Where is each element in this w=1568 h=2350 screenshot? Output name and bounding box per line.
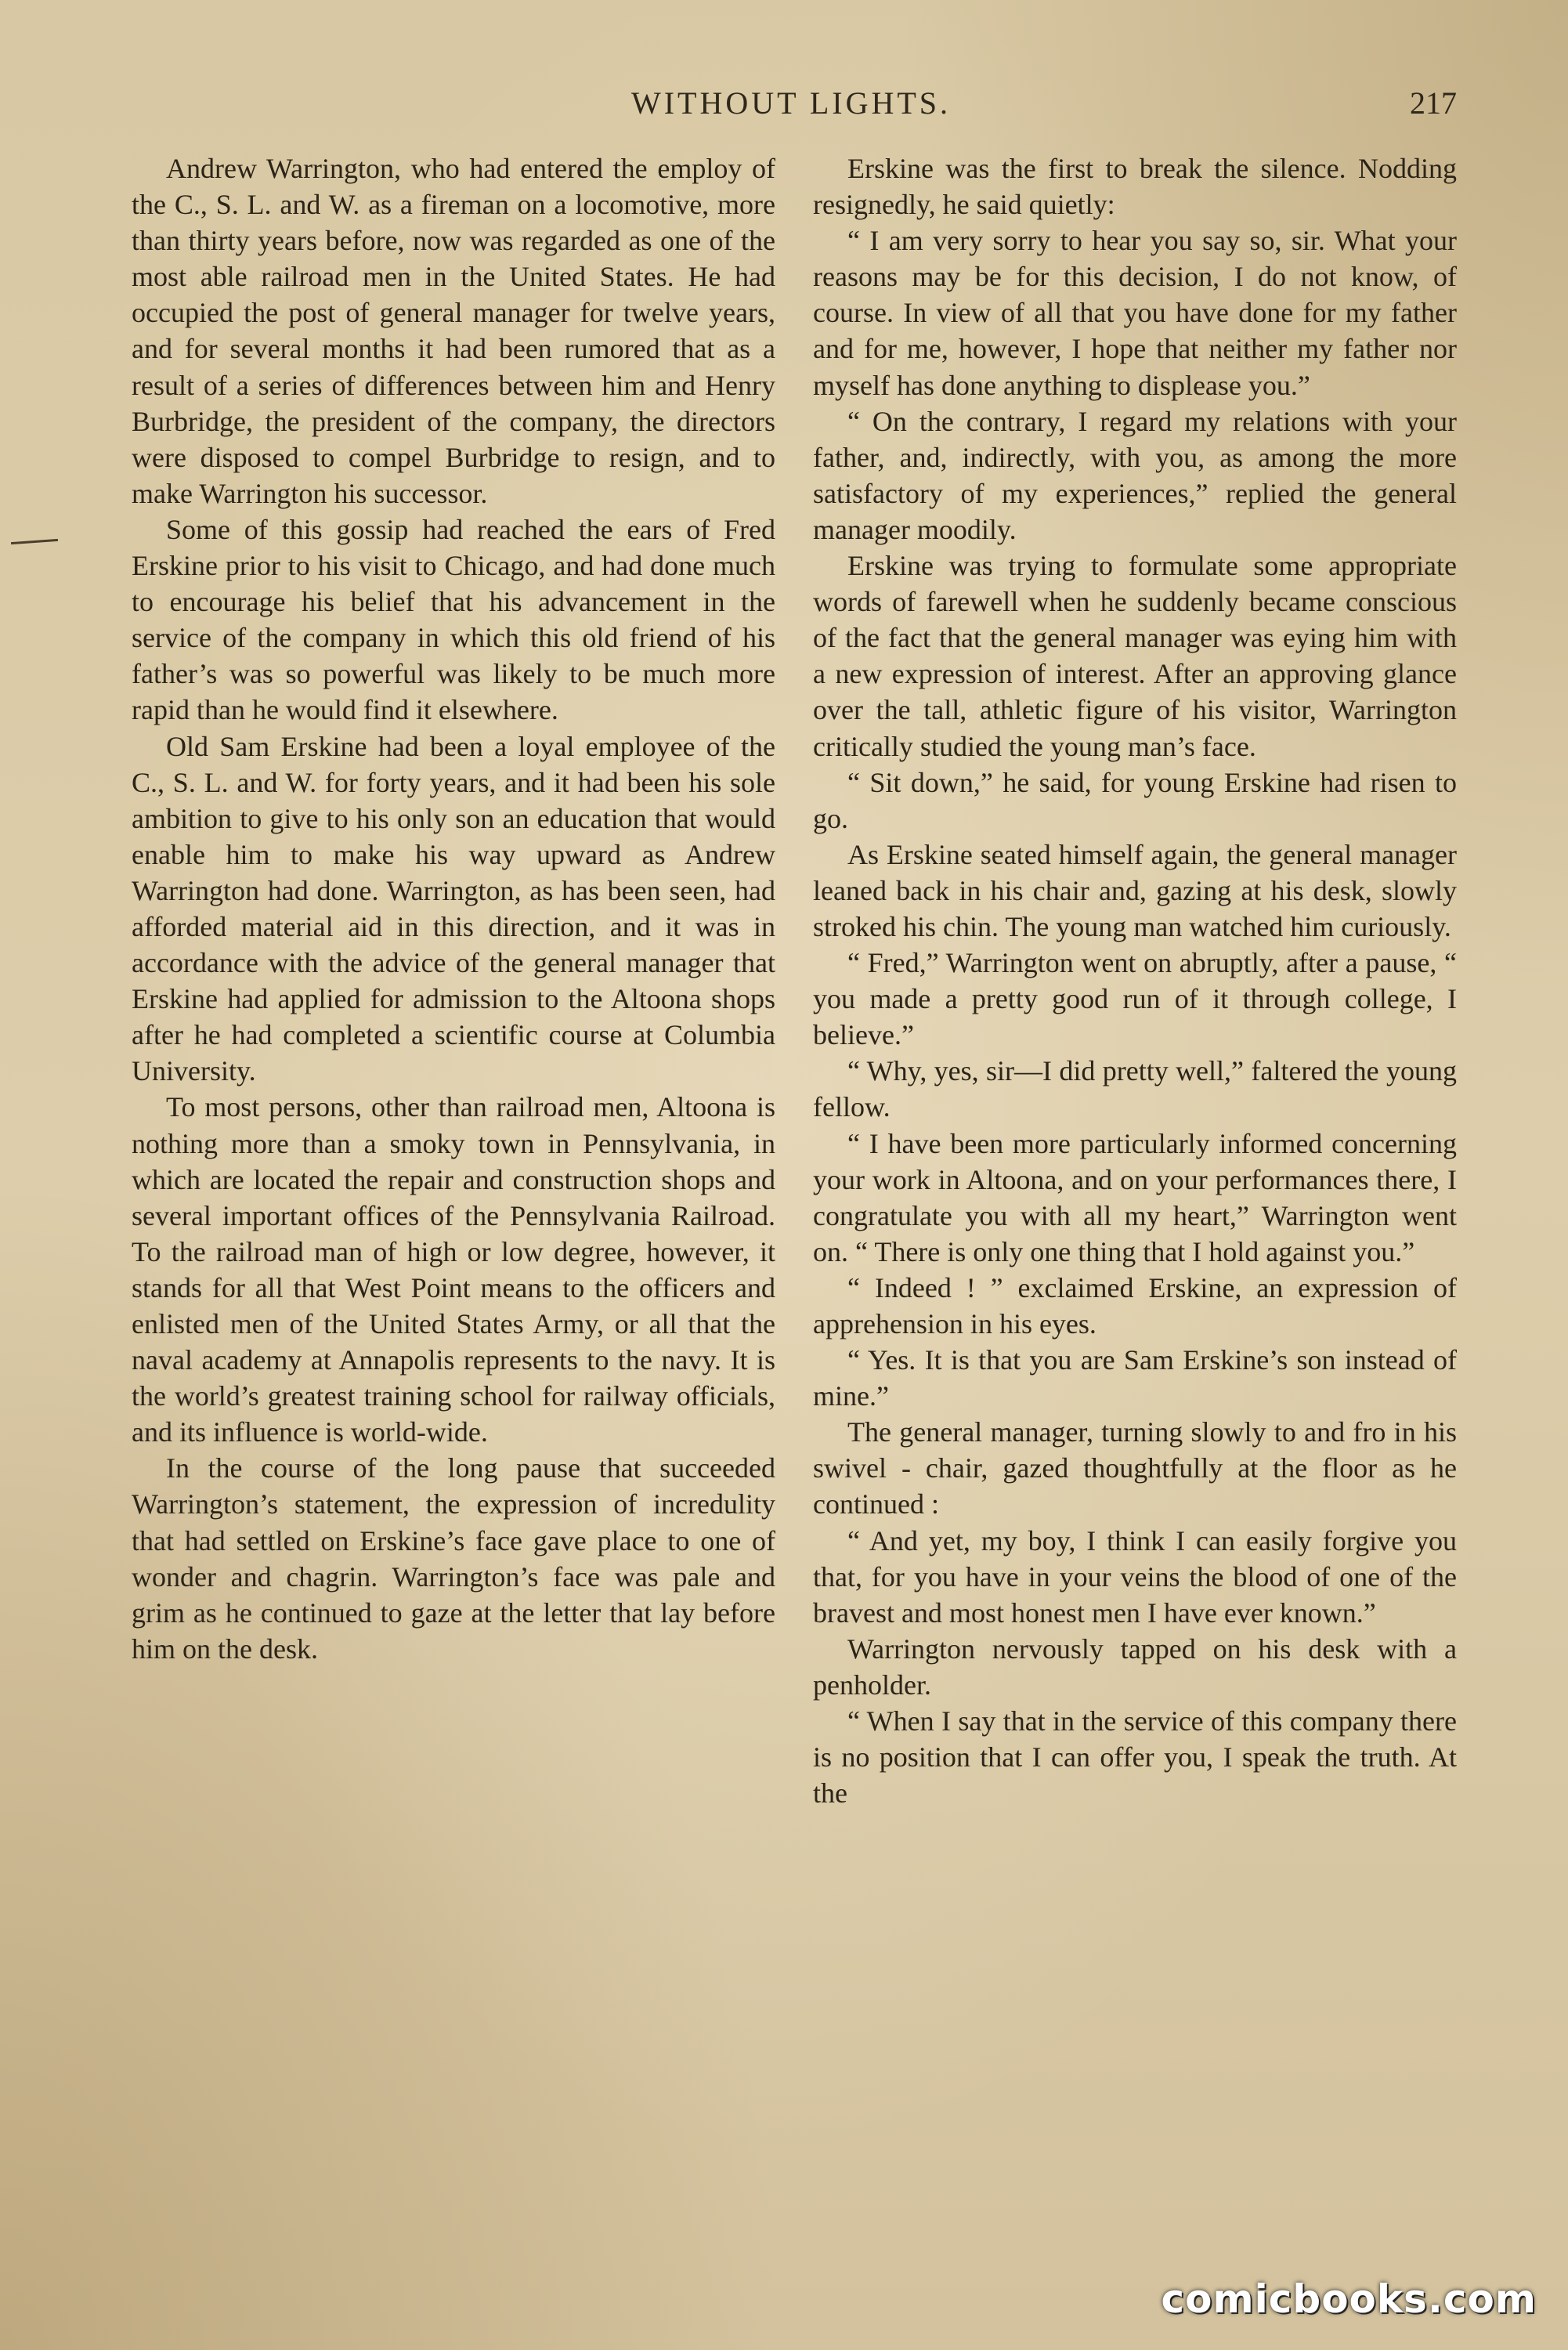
paragraph: “ Yes. It is that you are Sam Erskine’s son instead of mine.”	[813, 1344, 1457, 1412]
paragraph: “ Indeed ! ” exclaimed Erskine, an expression of apprehension in his eyes.	[813, 1271, 1457, 1340]
margin-pencil-mark	[11, 539, 58, 544]
paragraph: “ On the contrary, I regard my relations with your father, and, indirectly, with you, as among the more satisfactory of my experiences,” replied the general manager moodily.	[813, 405, 1457, 545]
paragraph: As Erskine seated himself again, the general manager leaned back in his chair and, gazing at his desk, slowly stroked his chin. The young man watched him curiously.	[813, 838, 1457, 942]
paragraph: Some of this gossip had reached the ears of Fred Erskine prior to his visit to Chicago, and had done much to encourage his belief that his advancement in the service of the company in which this old friend of his father’s was so powerful was likely to be much more rapid than he would find it elsewhere.	[132, 513, 775, 726]
paragraph: Warrington nervously tapped on his desk with a penholder.	[813, 1632, 1457, 1701]
right-column	[813, 150, 1457, 2234]
paragraph: Andrew Warrington, who had entered the employ of the C., S. L. and W. as a fireman on a locomotive, more than thirty years before, now was regarded as one of the most able railroad men in the United States. He had occupied the post of general manager for twelve years, and for several months it had been rumored that as a result of a series of differences between him and Henry Burbridge, the president of the company, the directors were disposed to compel Burbridge to resign, and to make Warrington his successor.	[132, 153, 775, 509]
site-watermark: comicbooks.com	[1161, 2276, 1537, 2322]
paragraph: Erskine was trying to formulate some appropriate words of farewell when he suddenly became conscious of the fact that the general manager was eying him with a new expression of interest. After an approving glance over the tall, athletic figure of his visitor, Warrington critically studied the young man’s face.	[813, 550, 1457, 762]
paragraph: “ I am very sorry to hear you say so, sir. What your reasons may be for this decision, I do not know, of course. In view of all that you have done for my father and for me, however, I hope that neither my father nor myself has done anything to displease you.”	[813, 225, 1457, 401]
left-column	[132, 150, 775, 2234]
text-columns	[132, 150, 1457, 2234]
paragraph: Old Sam Erskine had been a loyal employee of the C., S. L. and W. for forty years, and it had been his sole ambition to give to his only son an education that would enable him to make his way upward as Andrew Warrington had done. Warrington, as has been seen, had afforded material aid in this direction, and it was in accordance with the advice of the general manager that Erskine had applied for admission to the Altoona shops after he had completed a scientific course at Columbia University.	[132, 730, 775, 1087]
paragraph: Erskine was the first to break the silence. Nodding resignedly, he said quietly:	[813, 153, 1457, 221]
page-header	[125, 85, 1457, 132]
paragraph: “ When I say that in the service of this company there is no position that I can offer you, I speak the truth. At the	[813, 1705, 1457, 1810]
paragraph: “ Sit down,” he said, for young Erskine had risen to go.	[813, 766, 1457, 834]
paragraph: “ And yet, my boy, I think I can easily forgive you that, for you have in your veins the blood of one of the bravest and most honest men I have ever known.”	[813, 1524, 1457, 1629]
paragraph: “ I have been more particularly informed concerning your work in Altoona, and on your performances there, I congratulate you with all my heart,” Warrington went on. “ There is only one thing that I hold against you.”	[813, 1127, 1457, 1267]
paragraph: The general manager, turning slowly to and fro in his swivel - chair, gazed thoughtfully at the floor as he continued :	[813, 1416, 1457, 1520]
paragraph: To most persons, other than railroad men, Altoona is nothing more than a smoky town in Pennsylvania, in which are located the repair and construction shops and several important offices of the Pennsylvania Railroad. To the railroad man of high or low degree, however, it stands for all that West Point means to the officers and enlisted men of the United States Army, or all that the naval academy at Annapolis represents to the navy. It is the world’s greatest training school for railway officials, and its influence is world-wide.	[132, 1091, 775, 1448]
running-title: WITHOUT LIGHTS.	[630, 85, 952, 121]
paragraph: “ Fred,” Warrington went on abruptly, after a pause, “ you made a pretty good run of it through college, I believe.”	[813, 947, 1457, 1051]
paragraph: “ Why, yes, sir—I did pretty well,” faltered the young fellow.	[813, 1055, 1457, 1123]
paragraph: In the course of the long pause that succeeded Warrington’s statement, the expression of incredulity that had settled on Erskine’s face gave place to one of wonder and chagrin. Warrington’s face was pale and grim as he continued to gaze at the letter that lay before him on the desk.	[132, 1452, 775, 1665]
page-number: 217	[1410, 85, 1457, 121]
